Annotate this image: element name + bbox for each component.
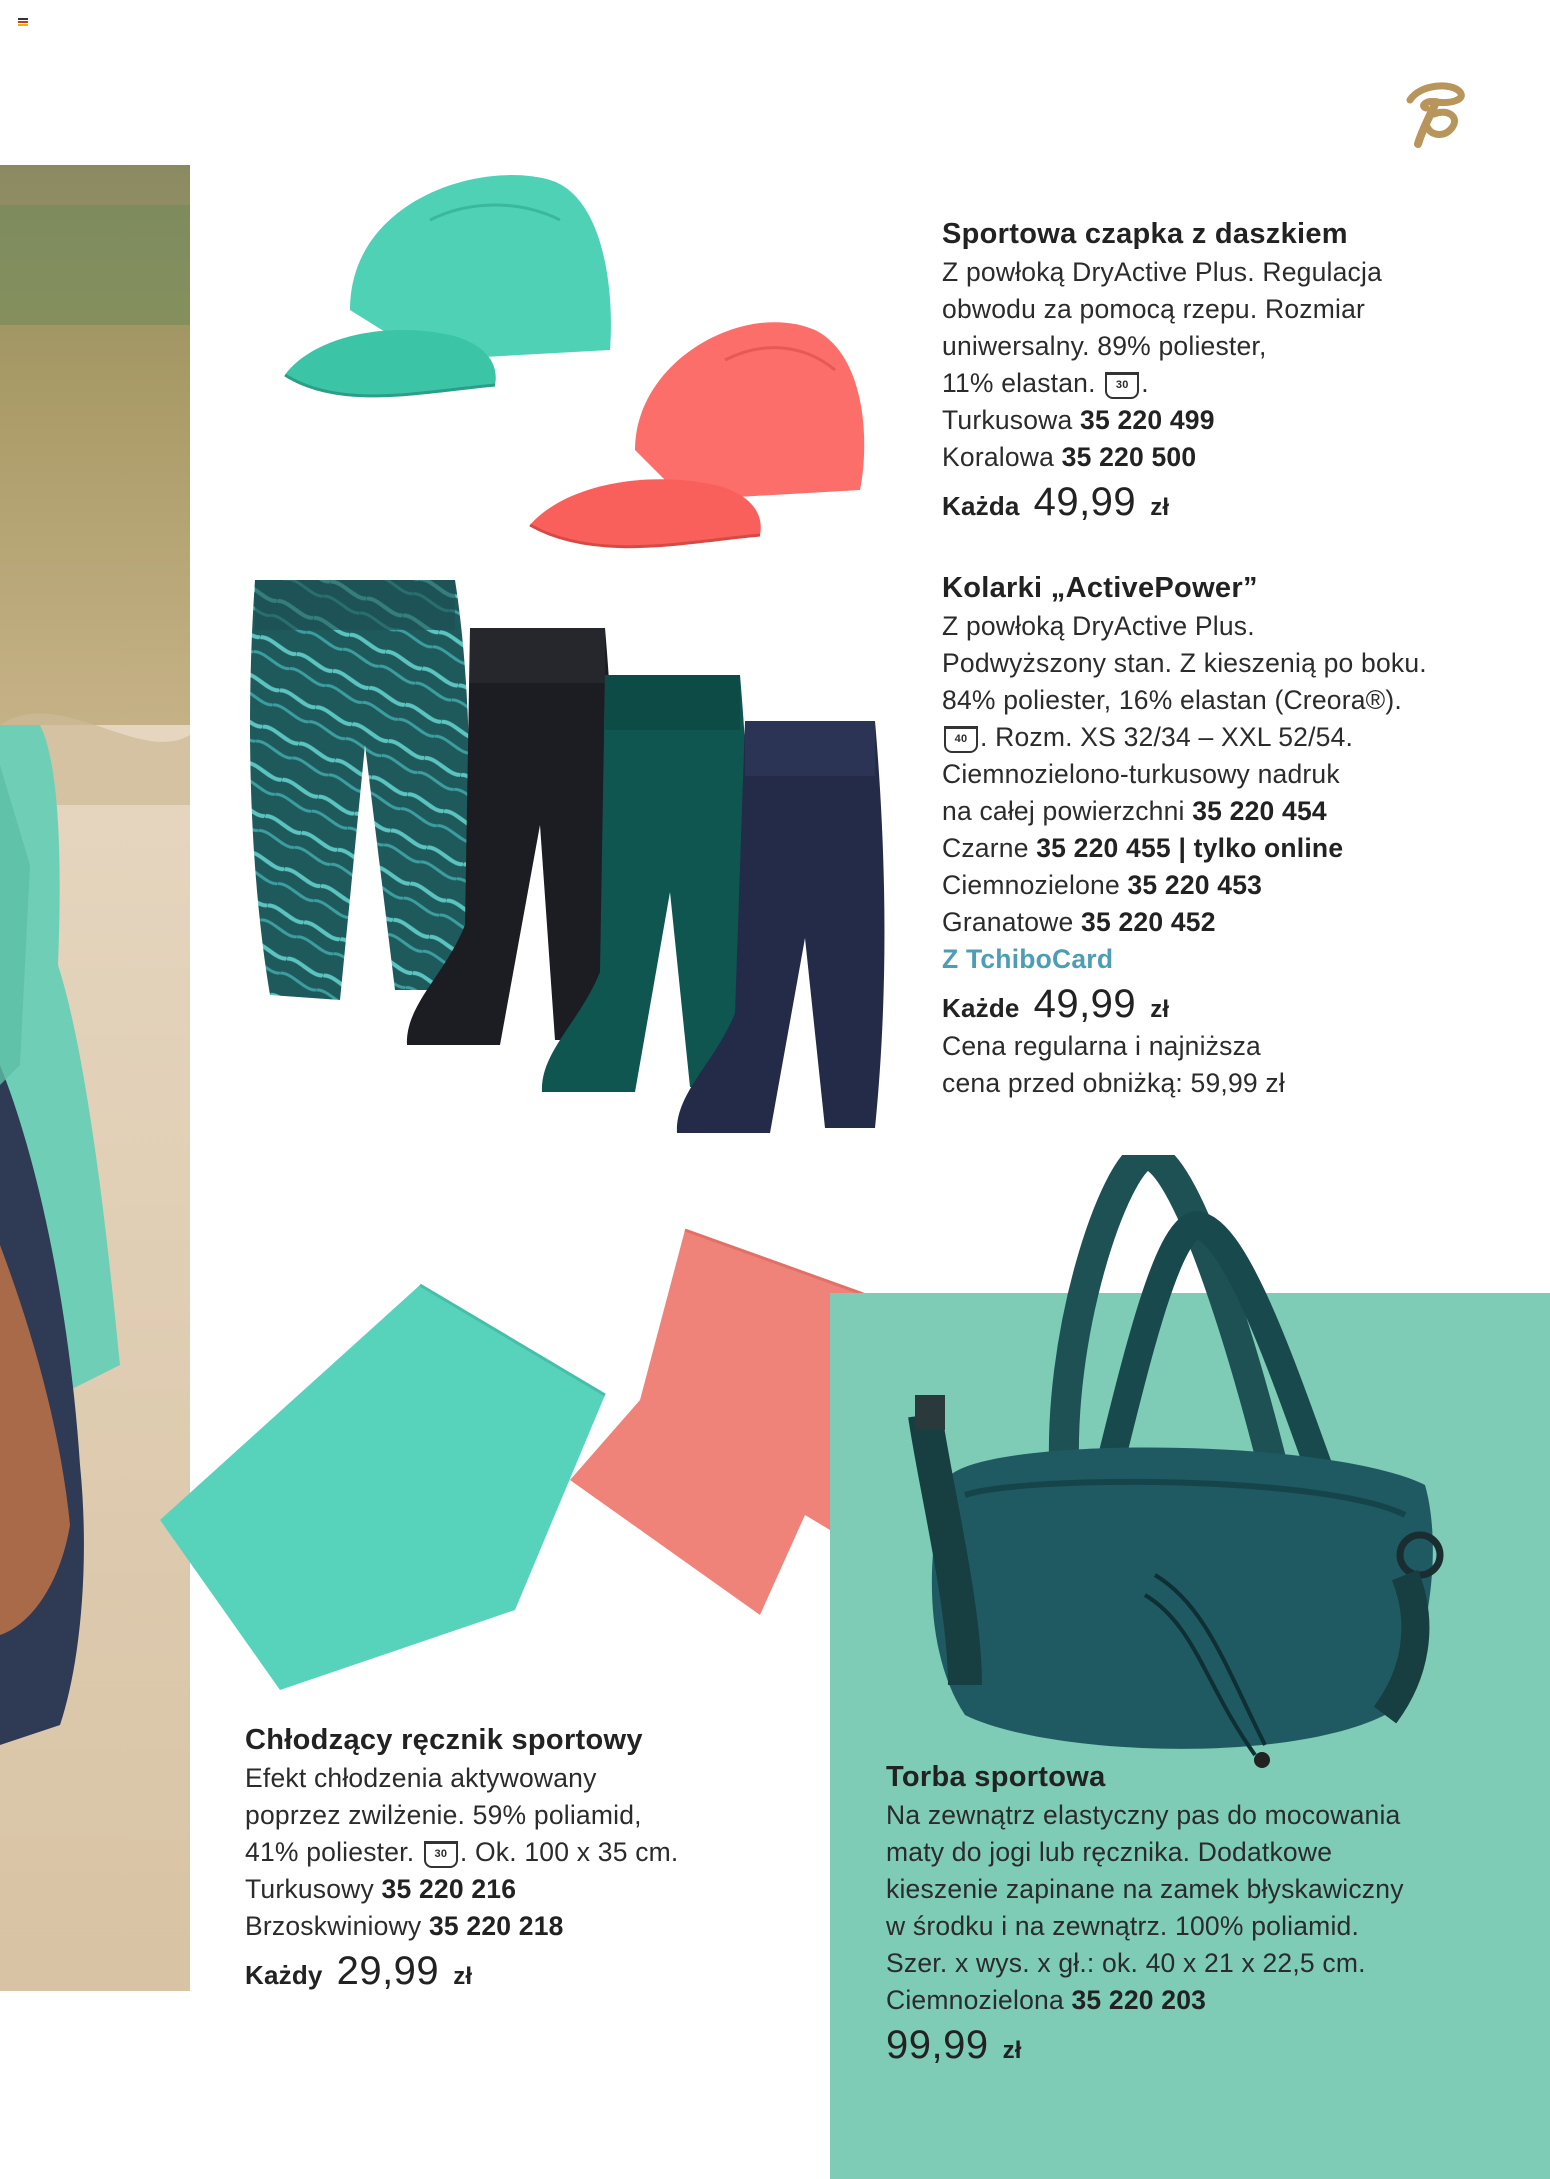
bag-desc-line: Na zewnątrz elastyczny pas do mocowania [886,1800,1401,1830]
price-label: Każda [942,491,1020,521]
price-label: Każdy [245,1960,323,1990]
cap-desc-line: obwodu za pomocą rzepu. Rozmiar [942,294,1366,324]
bag-desc-line: kieszenie zapinane na zamek błyskawiczny [886,1874,1404,1904]
shorts-desc-line: Podwyższony stan. Z kieszenią po boku. [942,648,1427,678]
bag-desc-line: Szer. x wys. x gł.: ok. 40 x 21 x 22,5 cm. [886,1948,1366,1978]
variant-code: 35 220 500 [1061,442,1197,472]
shorts-price [942,982,1427,1028]
variant-code: 35 220 218 [428,1911,564,1941]
bag-desc-line: maty do jogi lub ręcznika. Dodatkowe [886,1837,1333,1867]
wash-30-icon: 30 [1105,372,1139,399]
price-value: 49,99 [1033,982,1137,1026]
towel-variant-turquoise[interactable] [245,1871,679,1908]
towel-desc-line: poprzez zwilżenie. 59% poliamid, [245,1800,642,1830]
cap-desc-line: uniwersalny. 89% poliester, [942,331,1267,361]
variant-code: 35 220 452 [1081,907,1216,937]
price-currency: zł [453,1963,473,1990]
variant-code: 35 220 454 [1192,796,1327,826]
price-currency: zł [1150,996,1170,1023]
price-currency: zł [1150,494,1170,521]
shorts-size-text: . Rozm. XS 32/34 – XXL 52/54. [980,722,1354,752]
regular-price-note: cena przed obniżką: 59,99 zł [942,1068,1285,1098]
towel-price [245,1949,679,1995]
variant-label: Brzoskwiniowy [245,1911,422,1941]
towel-desc-line: Efekt chłodzenia aktywowany [245,1763,597,1793]
towel-description [245,1720,679,1995]
bag-price [886,2023,1404,2069]
tchibocard-label[interactable]: Z TchiboCard [942,944,1114,974]
shorts-title: Kolarki „ActivePower” [942,572,1258,604]
shorts-desc-line: Ciemnozielono-turkusowy nadruk [942,759,1340,789]
tchibo-logo-icon[interactable] [1400,78,1468,150]
shorts-description [942,568,1427,1102]
variant-label: Ciemnozielona [886,1985,1064,2015]
price-value: 29,99 [336,1949,440,1993]
shorts-desc-line: 84% poliester, 16% elastan (Creora®). [942,685,1402,715]
shorts-desc-line: Z powłoką DryActive Plus. [942,611,1255,641]
variant-code: 35 220 453 [1127,870,1263,900]
towel-title: Chłodzący ręcznik sportowy [245,1724,643,1756]
variant-label: Ciemnozielone [942,870,1120,900]
variant-code: 35 220 455 [1036,833,1171,863]
wash-30-icon: 30 [424,1841,458,1868]
price-currency: zł [1002,2037,1022,2064]
towel-turquoise-image [155,1280,610,1695]
online-only-note: | tylko online [1178,833,1344,863]
sports-bag-image [905,1155,1470,1795]
cap-variant-coral[interactable] [942,439,1382,476]
towel-size-text: . Ok. 100 x 35 cm. [459,1837,679,1867]
cap-description [942,214,1382,526]
regular-price-note: Cena regularna i najniższa [942,1031,1261,1061]
variant-label: Turkusowy [245,1874,374,1904]
variant-label: Czarne [942,833,1029,863]
cap-variant-turquoise[interactable] [942,402,1382,439]
variant-label: Koralowa [942,442,1055,472]
shorts-variant-print[interactable] [942,793,1427,830]
shorts-desc-line [942,719,1427,756]
cap-coral-image [525,300,870,570]
price-value: 99,99 [886,2023,989,2067]
lifestyle-photo [0,165,190,1991]
variant-label: Turkusowa [942,405,1073,435]
price-value: 49,99 [1033,480,1137,524]
variant-code: 35 220 203 [1071,1985,1207,2015]
shorts-variant-navy[interactable] [942,904,1427,941]
bag-description [886,1757,1404,2069]
shorts-variant-darkgreen[interactable] [942,867,1427,904]
cap-title: Sportowa czapka z daszkiem [942,218,1348,250]
page-marker-icon [18,18,28,26]
cap-desc-line: Z powłoką DryActive Plus. Regulacja [942,257,1383,287]
variant-label: na całej powierzchni [942,796,1185,826]
wash-40-icon: 40 [944,726,978,753]
towel-variant-peach[interactable] [245,1908,679,1945]
bag-title: Torba sportowa [886,1761,1106,1793]
cap-line-end: . [1141,368,1149,398]
cap-desc-line [942,365,1382,402]
variant-label: Granatowe [942,907,1074,937]
towel-desc-line [245,1834,679,1871]
variant-code: 35 220 216 [381,1874,517,1904]
cap-price [942,480,1382,526]
shorts-navy-image [675,718,895,1138]
bag-variant-darkgreen[interactable] [886,1982,1404,2019]
bag-desc-line: w środku i na zewnątrz. 100% poliamid. [886,1911,1360,1941]
variant-code: 35 220 499 [1080,405,1215,435]
cap-material-text: 11% elastan. [942,368,1096,398]
shorts-variant-black[interactable] [942,830,1427,867]
towel-material-text: 41% poliester. [245,1837,415,1867]
price-label: Każde [942,993,1020,1023]
